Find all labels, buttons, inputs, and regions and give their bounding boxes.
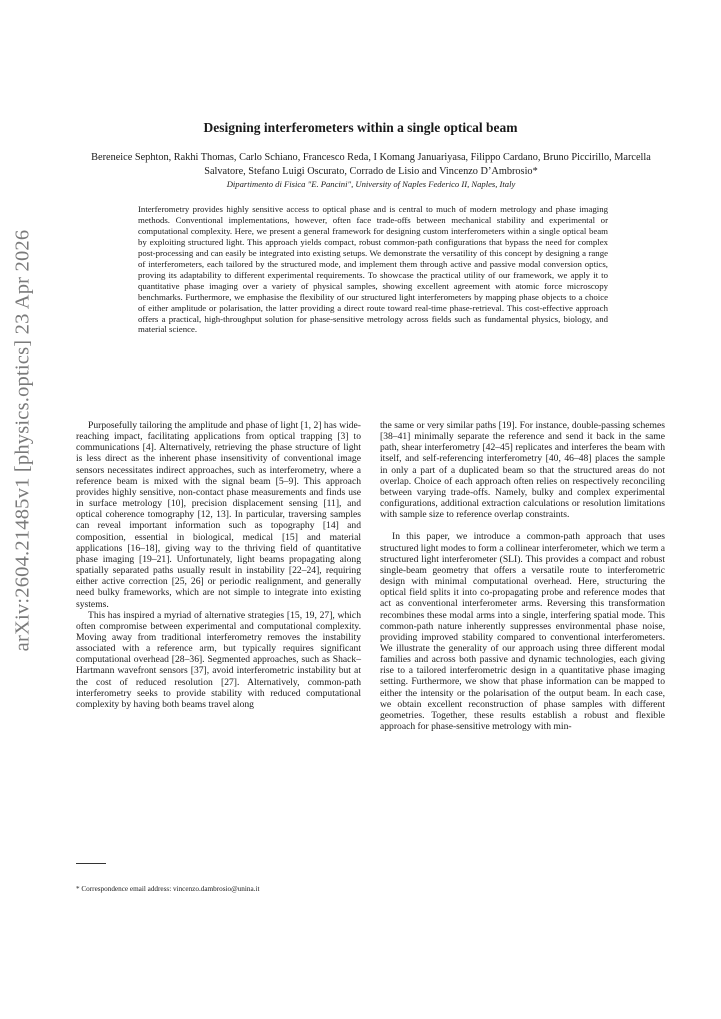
author-list: Bereneice Sephton, Rakhi Thomas, Carlo Schiano, Francesco Reda, I Komang Januariyasa, Filippo Cardano, Bruno Piccirillo, Marcella Salvatore, Stefano Luigi Oscurato, Corrado de Lisio and Vincenzo D’Ambrosio* <box>91 152 651 177</box>
paper-title: Designing interferometers within a single optical beam <box>203 120 518 135</box>
paragraph: In this paper, we introduce a common-path approach that uses structured light modes to form a collinear interferometer, which we term a structured light interferometer (SLI). This provides a compact and robust single-beam geometry that offers a versatile route to interferometric design with minimal computational overhead. Here, structuring the optical field splits it into co-propagating probe and reference modes that act as conventional interferometer arms. Reversing this transformation recombines these modal arms into a single, interfering spatial mode. This common-path nature inherently suppresses environmental phase noise, providing improved stability compared to conventional interferometers. We illustrate the generality of our approach using three different modal families and across both passive and dynamic technologies, each giving rise to a tailored interferometric design in a quantitative phase imaging setting. Furthermore, we show that phase information can be mapped to either the intensity or the polarisation of the output beam. In each case, we obtain excellent reconstruction of phase samples with different geometries. Together, these results establish a robust and flexible approach for phase-sensitive metrology with min- <box>380 531 665 733</box>
body-column-left <box>76 420 361 710</box>
arxiv-id: arXiv:2604.21485v1 [physics.optics] 23 Apr 2026 <box>11 229 34 651</box>
abstract: Interferometry provides highly sensitive access to optical phase and is central to much of modern metrology and phase imaging methods. Conventional implementations, however, often face trade-offs between mechanical stability and experimental or computational complexity. Here, we present a general framework for designing custom interferometers within a single optical beam by exploiting structured light. This approach yields compact, robust common-path configurations that bypass the need for complex post-processing and can easily be integrated into existing setups. We demonstrate the versatility of this concept by designing a range of interferometers, each tailored by the structured mode, and implement them through active and passive modal conversion optics, proving its adaptability to different experimental requirements. To showcase the practical utility of our framework, we apply it to quantitative phase imaging over a variety of physical samples, showing excellent agreement with atomic force microscopy benchmarks. Furthermore, we emphasise the flexibility of our structured light interferometers by mapping phase objects to a choice of either amplitude or polarisation, the latter providing a direct route toward real-time phase-retrieval. This cost-effective approach offers a practical, high-throughput solution for phase-sensitive metrology across fields such as fundamental physics, biology, and material science. <box>138 204 608 335</box>
footnote-rule <box>76 863 106 864</box>
paragraph: This has inspired a myriad of alternative strategies [15, 19, 27], which often compromise between experimental and computational complexity. Moving away from traditional interferometry removes the instability associated with a reference arm, but typically requires significant computational overhead [28–36]. Segmented approaches, such as Shack–Hartmann wavefront sensors [37], avoid interferometric instability but at the cost of reduced resolution [27]. Alternatively, common-path interferometry seeks to provide stability with reduced computational complexity by having both beams travel along <box>76 609 361 710</box>
affiliation: Dipartimento di Fisica "E. Pancini", University of Naples Federico II, Naples, Italy <box>226 179 516 189</box>
body-column-right <box>380 420 665 732</box>
footnote: * Correspondence email address: vincenzo.dambrosio@unina.it <box>76 885 260 893</box>
arxiv-sidebar-identifier <box>8 230 38 650</box>
paragraph: the same or very similar paths [19]. For instance, double-passing schemes [38–41] minimally separate the reference and send it back in the same path, shear interferometry [42–45] replicates and interferes the beam with itself, and self-referencing interferometry [40, 46–48] places the sample in only a part of a duplicated beam so that the structured areas do not overlap. Choice of each approach often relies on respectively reconciling between varying trade-offs. Namely, bulky and complex experimental configurations, additional extraction calculations or resolution limitations with sample size to reference overlap constraints. <box>380 420 665 521</box>
paragraph: Purposefully tailoring the amplitude and phase of light [1, 2] has wide-reaching impact, facilitating applications from optical trapping [3] to communications [4]. Alternatively, retrieving the phase structure of light is less direct as the inherent phase insensitivity of conventional image sensors necessitates indirect approaches, such as interferometry, where a reference beam is mixed with the signal beam [5–9]. This approach provides highly sensitive, non-contact phase measurements and finds use in surface metrology [10], precision displacement sensing [11], and optical coherence tomography [12, 13]. In particular, traversing samples can reveal important information such as topography [14] and composition, essential in biological, medical [15] and material applications [16–18], giving way to the thriving field of quantitative phase imaging [19–21]. Unfortunately, light beams propagating along spatially separated paths usually result in instability [22–24], requiring either active correction [25, 26] or periodic realignment, and generally need bulky frameworks, which are not simple to integrate into existing systems. <box>76 420 361 610</box>
